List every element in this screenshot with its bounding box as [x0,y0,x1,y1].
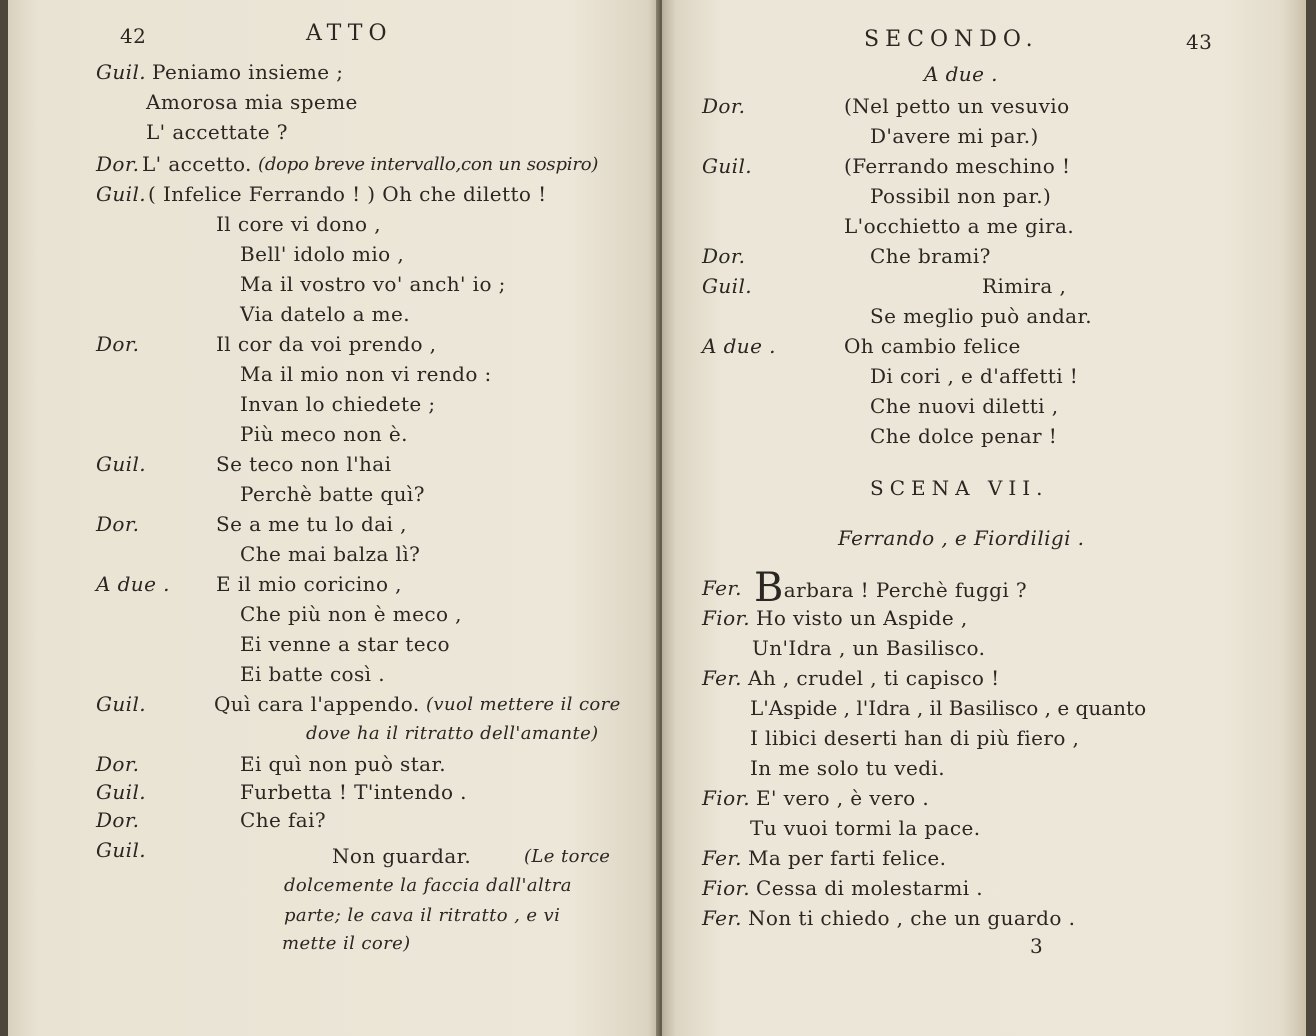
verse-line: Ei batte così . [240,662,385,686]
verse-line: Ei venne a star teco [240,632,450,656]
verse-line: Oh cambio felice [844,334,1021,358]
stage-direction: dolcemente la faccia dall'altra [284,875,572,896]
verse-line: Ma per farti felice. [748,846,947,870]
speaker-label: Guil. [96,838,147,862]
verse-line: Amorosa mia speme [146,90,358,114]
verse-line: ( Infelice Ferrando ! ) Oh che diletto ! [148,182,547,206]
verse-line: Un'Idra , un Basilisco. [752,636,986,660]
verse-line: Peniamo insieme ; [152,60,344,84]
verse-line: Che nuovi diletti , [870,394,1059,418]
speaker-label: A due . [96,572,170,596]
scene-heading: SCENA VII. [870,476,1049,500]
speaker-label: Dor. [96,332,140,356]
page-number: 42 [120,24,147,48]
verse-line: Rimira , [982,274,1067,298]
verse-line: D'avere mi par.) [870,124,1039,148]
speaker-label: A due . [702,334,776,358]
verse-line: Più meco non è. [240,422,408,446]
speaker-label: Dor. [96,512,140,536]
verse-line: L' accettate ? [146,120,288,144]
verse-line: arbara ! Perchè fuggi ? [783,578,1028,602]
verse-line: Tu vuoi tormi la pace. [750,816,981,840]
stage-direction: dove ha il ritratto dell'amante) [306,723,599,744]
verse-line: Cessa di molestarmi . [756,876,984,900]
verse-line: Che più non è meco , [240,602,462,626]
verse-line: Ma il vostro vo' anch' io ; [240,272,506,296]
verse-line: E' vero , è vero . [756,786,930,810]
scene-characters: Ferrando , e Fiordiligi . [838,526,1085,550]
verse-line: Non guardar. [332,844,472,868]
verse-line: Se teco non l'hai [216,452,392,476]
running-head: ATTO [306,21,393,46]
verse-line: Perchè batte quì? [240,482,425,506]
verse-line: Che mai balza lì? [240,542,421,566]
speaker-label: Guil. [96,60,147,84]
speaker-label: Fior. [702,786,751,810]
stage-direction: (vuol mettere il core [426,694,621,715]
verse-line: Via datelo a me. [240,302,411,326]
right-page [662,0,1308,1036]
verse-line: I libici deserti han di più fiero , [750,726,1080,750]
speaker-label: Fior. [702,876,751,900]
speaker-label: Dor. [96,808,140,832]
speaker-label: Fior. [702,606,751,630]
drop-cap: B [754,565,784,611]
verse-line: Bell' idolo mio , [240,242,405,266]
speaker-label: Fer. [702,846,742,870]
left-page [8,0,660,1036]
speaker-label: Fer. [702,906,742,930]
a-due-heading: A due . [924,62,998,86]
verse-line: L' accetto. [142,152,252,176]
speaker-label: Guil. [96,452,147,476]
stage-direction: parte; le cava il ritratto , e vi [284,905,561,926]
verse-line: Il core vi dono , [216,212,381,236]
speaker-label: Guil. [96,780,147,804]
speaker-label: Dor. [702,244,746,268]
verse-line: Se meglio può andar. [870,304,1093,328]
verse-line: Che fai? [240,808,327,832]
verse-line: Che brami? [870,244,991,268]
verse-line: Ho visto un Aspide , [756,606,968,630]
verse-line: L'occhietto a me gira. [844,214,1075,238]
verse-line: In me solo tu vedi. [750,756,945,780]
verse-line: Che dolce penar ! [870,424,1058,448]
running-head: SECONDO. [864,27,1039,52]
verse-line: Invan lo chiedete ; [240,392,436,416]
speaker-label: Guil. [702,274,753,298]
verse-line: (Nel petto un vesuvio [844,94,1070,118]
verse-line: Il cor da voi prendo , [216,332,437,356]
verse-line: Ei quì non può star. [240,752,446,776]
stage-direction: mette il core) [282,933,411,954]
speaker-label: Fer. [702,666,742,690]
verse-line: Ah , crudel , ti capisco ! [748,666,1000,690]
drop-cap-line [754,565,1028,611]
verse-line: E il mio coricino , [216,572,402,596]
speaker-label: Guil. [96,182,147,206]
stage-direction: (Le torce [524,846,611,867]
verse-line: (Ferrando meschino ! [844,154,1071,178]
speaker-label: Fer. [702,576,742,600]
speaker-label: Dor. [96,152,140,176]
stage-direction: (dopo breve intervallo,con un sospiro) [258,154,599,175]
speaker-label: Dor. [96,752,140,776]
verse-line: Di cori , e d'affetti ! [870,364,1079,388]
speaker-label: Guil. [96,692,147,716]
verse-line: Quì cara l'appendo. [214,692,420,716]
speaker-label: Dor. [702,94,746,118]
page-number: 43 [1186,30,1213,54]
verse-line: Furbetta ! T'intendo . [240,780,467,804]
signature-mark: 3 [1030,934,1044,958]
verse-line: Non ti chiedo , che un guardo . [748,906,1076,930]
verse-line: L'Aspide , l'Idra , il Basilisco , e quanto [750,696,1147,720]
book-edge-right [1306,0,1316,1036]
verse-line: Possibil non par.) [870,184,1052,208]
verse-line: Ma il mio non vi rendo : [240,362,492,386]
verse-line: Se a me tu lo dai , [216,512,407,536]
speaker-label: Guil. [702,154,753,178]
